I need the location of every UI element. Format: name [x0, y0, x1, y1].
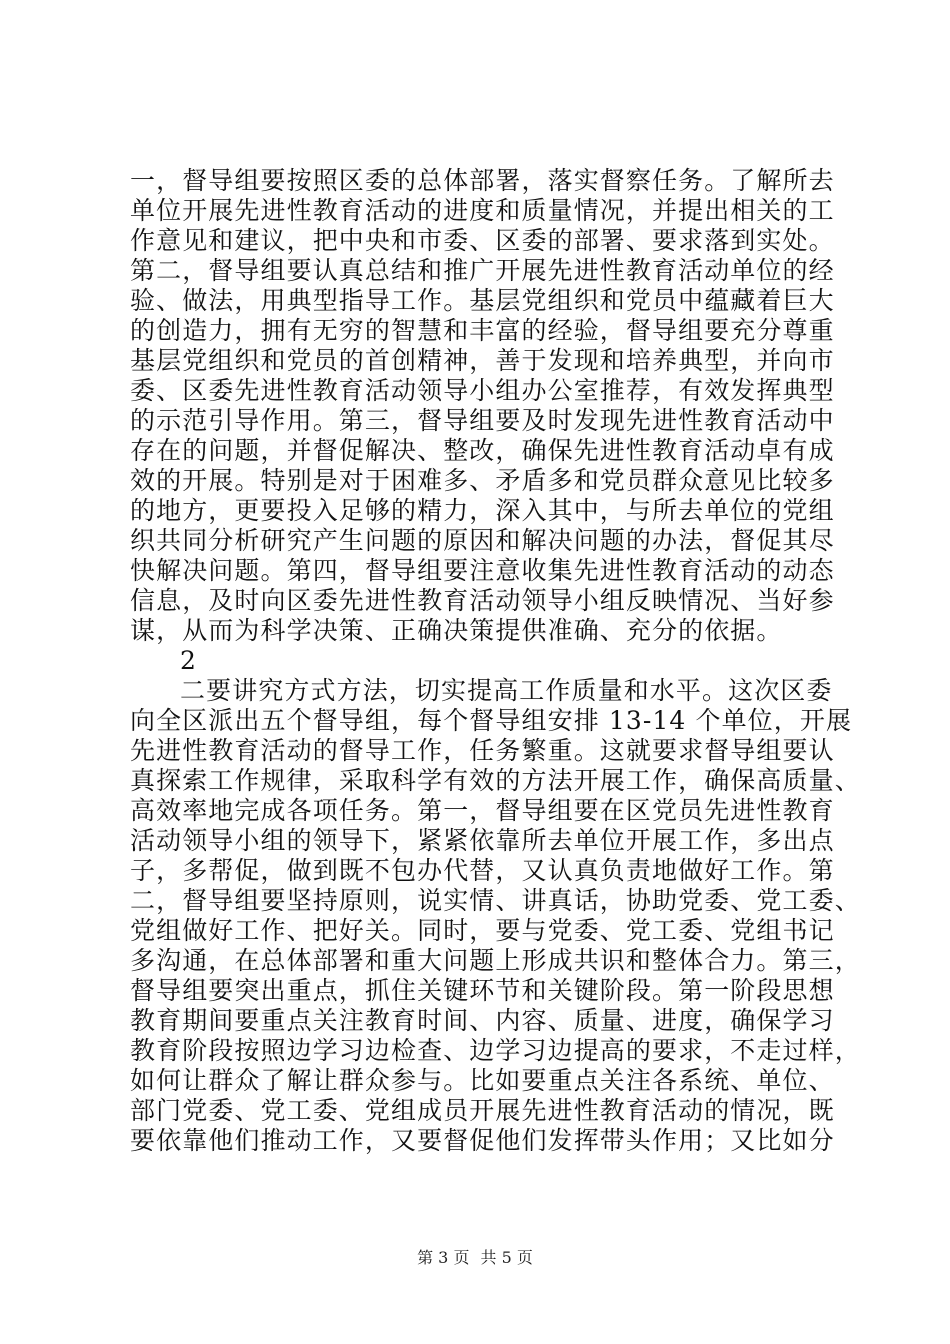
- text-line: 督导组要突出重点，抓住关键环节和关键阶段。第一阶段思想: [130, 976, 835, 1005]
- text-line: 单位开展先进性教育活动的进度和质量情况，并提出相关的工: [130, 196, 835, 225]
- page-footer: [0, 1245, 950, 1268]
- text-line: 基层党组织和党员的首创精神，善于发现和培养典型，并向市: [130, 346, 835, 375]
- text-line: 要依靠他们推动工作，又要督促他们发挥带头作用；又比如分: [130, 1126, 835, 1155]
- text-line: 向全区派出五个督导组，每个督导组安排 13-14 个单位，开展: [130, 706, 853, 735]
- text-line: 子，多帮促，做到既不包办代替，又认真负责地做好工作。第: [130, 856, 835, 885]
- text-line: 二要讲究方式方法，切实提高工作质量和水平。这次区委: [180, 676, 833, 705]
- text-line: 作意见和建议，把中央和市委、区委的部署、要求落到实处。: [130, 226, 835, 255]
- text-line: 教育期间要重点关注教育时间、内容、质量、进度，确保学习: [130, 1006, 835, 1035]
- text-line: 二，督导组要坚持原则，说实情、讲真话，协助党委、党工委、: [130, 886, 861, 915]
- text-line: 谋，从而为科学决策、正确决策提供准确、充分的依据。: [130, 616, 783, 645]
- text-line: 信息，及时向区委先进性教育活动领导小组反映情况、当好参: [130, 586, 835, 615]
- text-line: 织共同分析研究产生问题的原因和解决问题的办法，督促其尽: [130, 526, 835, 555]
- page-number: 第 3 页: [417, 1248, 470, 1267]
- text-line: 的创造力，拥有无穷的智慧和丰富的经验，督导组要充分尊重: [130, 316, 835, 345]
- paragraph-2: [130, 676, 861, 1156]
- total-pages: 共 5 页: [480, 1248, 533, 1267]
- text-line: 教育阶段按照边学习边检查、边学习边提高的要求，不走过样，: [130, 1036, 861, 1065]
- text-line: 第二，督导组要认真总结和推广开展先进性教育活动单位的经: [130, 256, 835, 285]
- text-line: 的地方，更要投入足够的精力，深入其中，与所去单位的党组: [130, 496, 835, 525]
- text-line: 先进性教育活动的督导工作，任务繁重。这就要求督导组要认: [130, 736, 835, 765]
- text-line: 一，督导组要按照区委的总体部署，落实督察任务。了解所去: [130, 166, 835, 195]
- text-line: 快解决问题。第四，督导组要注意收集先进性教育活动的动态: [130, 556, 835, 585]
- text-line: 部门党委、党工委、党组成员开展先进性教育活动的情况，既: [130, 1096, 835, 1125]
- text-line: 的示范引导作用。第三，督导组要及时发现先进性教育活动中: [130, 406, 835, 435]
- text-line: 真探索工作规律，采取科学有效的方法开展工作，确保高质量、: [130, 766, 861, 795]
- paragraph-1: [130, 166, 840, 646]
- text-line: 效的开展。特别是对于困难多、矛盾多和党员群众意见比较多: [130, 466, 835, 495]
- text-line: 存在的问题，并督促解决、整改，确保先进性教育活动卓有成: [130, 436, 835, 465]
- text-line: 党组做好工作、把好关。同时，要与党委、党工委、党组书记: [130, 916, 835, 945]
- text-line: 如何让群众了解让群众参与。比如要重点关注各系统、单位、: [130, 1066, 835, 1095]
- text-line: 高效率地完成各项任务。第一，督导组要在区党员先进性教育: [130, 796, 835, 825]
- text-line: 验、做法，用典型指导工作。基层党组织和党员中蕴藏着巨大: [130, 286, 835, 315]
- text-line: 多沟通，在总体部署和重大问题上形成共识和整体合力。第三，: [130, 946, 861, 975]
- text-line: 活动领导小组的领导下，紧紧依靠所去单位开展工作，多出点: [130, 826, 835, 855]
- text-line: 委、区委先进性教育活动领导小组办公室推荐，有效发挥典型: [130, 376, 835, 405]
- document-body: [130, 166, 861, 1156]
- section-number: 2: [180, 646, 198, 675]
